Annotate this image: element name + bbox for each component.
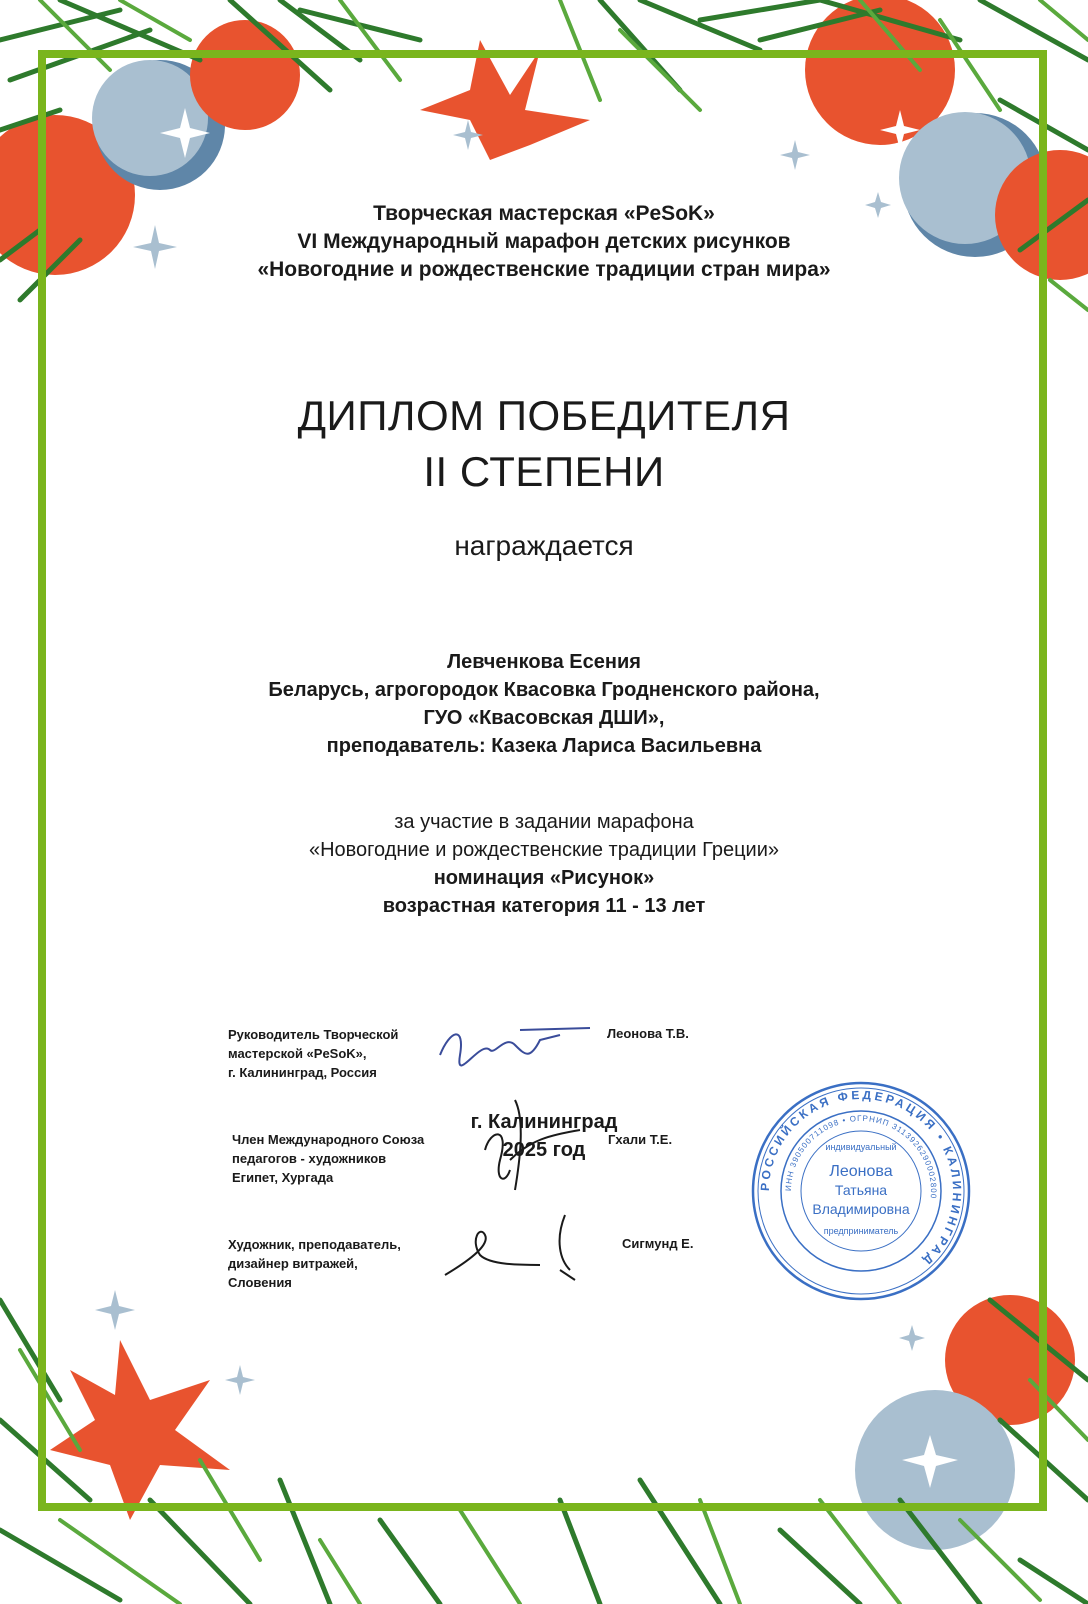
signatory-3-name: Сигмунд Е. bbox=[622, 1236, 694, 1251]
task-block bbox=[0, 808, 1088, 920]
age-category: возрастная категория 11 - 13 лет bbox=[382, 895, 706, 917]
signatory-2-name: Гхали Т.Е. bbox=[608, 1132, 673, 1147]
signatory-2-role: Член Международного Союза педагогов - художников Египет, Хургада bbox=[232, 1132, 425, 1185]
stamp-line-1: Леонова bbox=[829, 1163, 893, 1180]
signature-3 bbox=[440, 1210, 590, 1285]
recipient-name: Левченкова Есения bbox=[447, 651, 641, 673]
organizer-header bbox=[0, 200, 1088, 284]
signatory-3-role: Художник, преподаватель, дизайнер витражей, Словения bbox=[228, 1237, 401, 1290]
stamp-outer-text: РОССИЙСКАЯ ФЕДЕРАЦИЯ • КАЛИНИНГРАД bbox=[757, 1087, 965, 1270]
recipient-block bbox=[0, 648, 1088, 760]
diploma-title bbox=[0, 388, 1088, 500]
task-line-2: «Новогодние и рождественские традиции Греции» bbox=[308, 839, 780, 861]
stamp-line-3: Владимировна bbox=[812, 1201, 910, 1217]
signature-1 bbox=[420, 1010, 600, 1080]
stamp-small-text-2: предприниматель bbox=[823, 1226, 899, 1236]
stamp-inner-text: ИНН 390500711098 • ОГРНИП 3113926290002800 bbox=[783, 1113, 939, 1200]
title-line-1: ДИПЛОМ ПОБЕДИТЕЛЯ bbox=[297, 392, 791, 439]
stamp-small-text: индивидуальный bbox=[825, 1142, 897, 1152]
footer-city: г. Калининград bbox=[470, 1111, 618, 1133]
signatory-1-role: Руководитель Творческой мастерской «PeSoK», г. Калининград, Россия bbox=[228, 1027, 399, 1080]
stamp-line-2: Татьяна bbox=[834, 1182, 888, 1198]
header-line-2: VI Международный марафон детских рисунков bbox=[297, 230, 791, 253]
footer bbox=[0, 1108, 1088, 1164]
recipient-location: Беларусь, агрогородок Квасовка Гродненского района, bbox=[268, 679, 820, 701]
recipient-teacher: преподаватель: Казека Лариса Васильевна bbox=[326, 735, 762, 757]
task-line-1: за участие в задании марафона bbox=[394, 811, 694, 833]
footer-year: 2025 год bbox=[502, 1139, 586, 1161]
awarded-label: награждается bbox=[454, 530, 634, 561]
nomination: номинация «Рисунок» bbox=[433, 867, 655, 889]
title-line-2: II СТЕПЕНИ bbox=[423, 448, 665, 495]
header-line-1: Творческая мастерская «PeSoK» bbox=[373, 202, 715, 225]
signatory-1-name: Леонова Т.В. bbox=[607, 1026, 689, 1041]
recipient-school: ГУО «Квасовская ДШИ», bbox=[423, 707, 665, 729]
header-line-3: «Новогодние и рождественские традиции стран мира» bbox=[257, 258, 831, 281]
